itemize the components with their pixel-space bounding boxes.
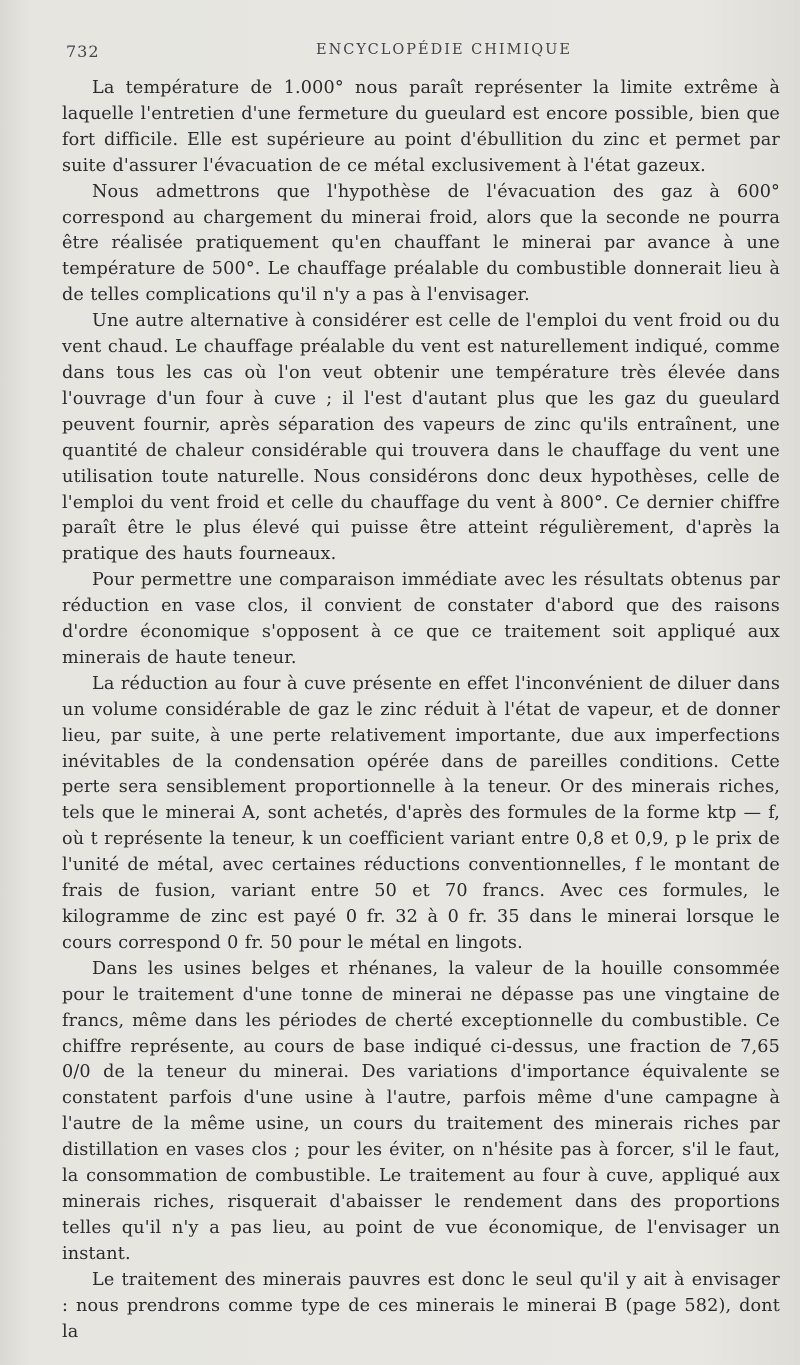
paragraph: La réduction au four à cuve présente en effet l'inconvénient de diluer dans un volume considérable de gaz le zinc réduit à l'état de vapeur, et de donner lieu, par suite, à une perte relativement importante, due aux imperfections inévitables de la condensation opérée dans de pareilles conditions. Cette perte sera sensiblement proportionnelle à la teneur. Or des minerais riches, tels que le minerai A, sont achetés, d'après des formules de la forme ktp — f, où t représente la teneur, k un coefficient variant entre 0,8 et 0,9, p le prix de l'unité de métal, avec certaines réductions conventionnelles, f le montant de frais de fusion, variant entre 50 et 70 francs. Avec ces formules, le kilogramme de zinc est payé 0 fr. 32 à 0 fr. 35 dans le minerai lorsque le cours correspond 0 fr. 50 pour le métal en lingots. xyxy=(62,673,780,953)
paragraph: Une autre alternative à considérer est celle de l'emploi du vent froid ou du vent chaud. Le chauffage préalable du vent est naturellement indiqué, comme dans tous les cas où l'on veut obtenir une température très élevée dans l'ouvrage d'un four à cuve ; il l'est d'autant plus que les gaz du gueulard peuvent fournir, après séparation des vapeurs de zinc qu'ils entraînent, une quantité de chaleur considérable qui trouvera dans le chauffage du vent une utilisation toute naturelle. Nous considérons donc deux hypothèses, celle de l'emploi du vent froid et celle du chauffage du vent à 800°. Ce dernier chiffre paraît être le plus élevé qui puisse être atteint régulièrement, d'après la pratique des hauts fourneaux. xyxy=(62,311,780,565)
paragraph: Nous admettrons que l'hypothèse de l'évacuation des gaz à 600° correspond au chargement du minerai froid, alors que la seconde ne pourra être réalisée pratiquement qu'en chauffant le minerai par avance à une température de 500°. Le chauffage préalable du combustible donnerait lieu à de telles complications qu'il n'y a pas à l'envisager. xyxy=(62,181,780,306)
paragraph: Pour permettre une comparaison immédiate avec les résultats obtenus par réduction en vase clos, il convient de constater d'abord que des raisons d'ordre économique s'opposent à ce que ce traitement soit appliqué aux minerais de haute teneur. xyxy=(62,570,780,668)
page-number: 732 xyxy=(66,42,100,61)
paragraph: Le traitement des minerais pauvres est donc le seul qu'il y ait à envisager : nous prendrons comme type de ces minerais le minerai B (page 582), dont la xyxy=(62,1269,780,1342)
paragraph: Dans les usines belges et rhénanes, la valeur de la houille consommée pour le traitement d'une tonne de minerai ne dépasse pas une vingtaine de francs, même dans les périodes de cherté exceptionnelle du combustible. Ce chiffre représente, au cours de base indiqué ci-dessus, une fraction de 7,65 0/0 de la teneur du minerai. Des variations d'importance équivalente se constatent parfois d'une usine à l'autre, parfois même d'une campagne à l'autre de la même usine, un cours du traitement des minerais riches par distillation en vases clos ; pour les éviter, on n'hésite pas à forcer, s'il le faut, la consommation de combustible. Le traitement au four à cuve, appliqué aux minerais riches, risquerait d'abaisser le rendement dans des proportions telles qu'il n'y a pas lieu, au point de vue économique, de l'envisager un instant. xyxy=(62,958,780,1264)
running-title: ENCYCLOPÉDIE CHIMIQUE xyxy=(316,42,572,58)
paragraph: La température de 1.000° nous paraît représenter la limite extrême à laquelle l'entretien d'une fermeture du gueulard est encore possible, bien que fort difficile. Elle est supérieure au point d'ébullition du zinc et permet par suite d'assurer l'évacuation de ce métal exclusivement à l'état gazeux. xyxy=(62,78,780,176)
page-header xyxy=(66,42,776,66)
body-text xyxy=(62,76,780,1345)
